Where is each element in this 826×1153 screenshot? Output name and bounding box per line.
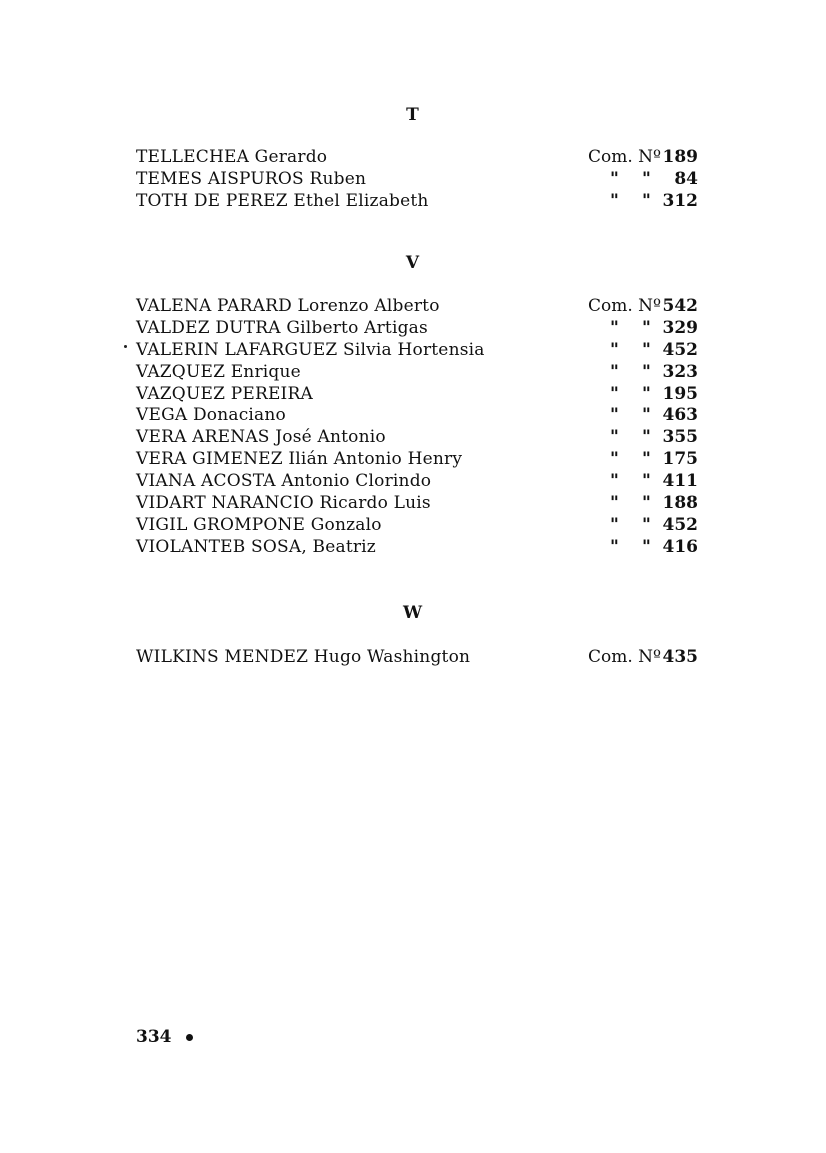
ditto-mark: "	[610, 471, 619, 492]
section-letter-v: V	[405, 253, 421, 273]
ditto-mark: "	[610, 361, 619, 382]
entry-reference	[588, 647, 698, 669]
entry-reference	[588, 147, 698, 169]
ditto-mark: "	[642, 190, 651, 211]
entry-reference	[588, 362, 698, 384]
list-item	[136, 296, 698, 318]
entry-name: VERA ARENAS José Antonio	[136, 427, 386, 448]
list-item	[136, 515, 698, 537]
entry-number: 411	[662, 471, 698, 492]
entry-name: VALENA PARARD Lorenzo Alberto	[136, 296, 440, 316]
entry-number: 542	[662, 296, 698, 316]
ditto-mark: "	[642, 493, 651, 514]
entry-name: WILKINS MENDEZ Hugo Washington	[136, 647, 471, 667]
ditto-mark: "	[610, 383, 619, 404]
entry-number: 452	[662, 339, 698, 360]
print-speck	[124, 345, 127, 348]
list-item	[136, 647, 698, 669]
ditto-mark: "	[610, 493, 619, 514]
list-item	[136, 471, 698, 493]
entry-name: VAZQUEZ PEREIRA	[136, 383, 313, 404]
ditto-mark: "	[642, 449, 651, 470]
ditto-mark: "	[610, 168, 619, 189]
list-item	[136, 493, 698, 515]
entry-reference	[588, 493, 698, 515]
ditto-mark: "	[610, 317, 619, 338]
entry-name: VALERIN LAFARGUEZ Silvia Hortensia	[136, 339, 485, 360]
page-number: 334	[136, 1027, 172, 1047]
entry-reference	[588, 471, 698, 493]
list-item	[136, 427, 698, 449]
ditto-mark: "	[642, 383, 651, 404]
entry-name: VIGIL GROMPONE Gonzalo	[136, 514, 382, 535]
entry-number: 323	[662, 361, 698, 382]
list-item	[136, 340, 698, 362]
list-item	[136, 191, 698, 213]
entry-number: 355	[662, 427, 698, 448]
entry-reference	[588, 537, 698, 559]
ditto-mark: "	[642, 514, 651, 535]
entry-number: 312	[662, 190, 698, 211]
ditto-mark: "	[642, 168, 651, 189]
ditto-mark: "	[610, 514, 619, 535]
entry-name: VAZQUEZ Enrique	[136, 361, 301, 382]
entry-com-label: Com. Nº	[588, 296, 662, 316]
list-item	[136, 362, 698, 384]
entry-name: VEGA Donaciano	[136, 405, 286, 426]
entry-com-label: Com. Nº	[588, 647, 662, 667]
ditto-mark: "	[610, 536, 619, 557]
entry-reference	[588, 427, 698, 449]
entry-name: VIANA ACOSTA Antonio Clorindo	[136, 471, 432, 492]
entry-reference	[588, 318, 698, 340]
ditto-mark: "	[642, 471, 651, 492]
ditto-mark: "	[642, 427, 651, 448]
section-t-entries	[136, 147, 698, 213]
entry-number: 452	[662, 514, 698, 535]
list-item	[136, 147, 698, 169]
entry-number: 175	[662, 449, 698, 470]
entry-name: TELLECHEA Gerardo	[136, 147, 328, 167]
list-item	[136, 384, 698, 406]
entry-reference	[588, 515, 698, 537]
entry-reference	[588, 340, 698, 362]
entry-number: 195	[662, 383, 698, 404]
list-item	[136, 318, 698, 340]
ditto-mark: "	[610, 339, 619, 360]
entry-number: 188	[662, 493, 698, 514]
entry-number: 416	[662, 536, 698, 557]
list-item	[136, 405, 698, 427]
section-w-entries	[136, 647, 698, 669]
entry-reference	[588, 405, 698, 427]
entry-com-label: Com. Nº	[588, 147, 662, 167]
entry-number: 189	[662, 147, 698, 167]
ditto-mark: "	[642, 339, 651, 360]
entry-reference	[588, 449, 698, 471]
ditto-mark: "	[610, 405, 619, 426]
page-footer	[136, 1027, 193, 1047]
ditto-mark: "	[642, 361, 651, 382]
entry-reference	[588, 169, 698, 191]
entry-number: 435	[662, 647, 698, 667]
ditto-mark: "	[642, 317, 651, 338]
list-item	[136, 537, 698, 559]
entry-number: 329	[662, 317, 698, 338]
entry-name: TEMES AISPUROS Ruben	[136, 168, 367, 189]
ditto-mark: "	[642, 536, 651, 557]
entry-reference	[588, 384, 698, 406]
list-item	[136, 449, 698, 471]
entry-number: 84	[674, 168, 698, 189]
list-item	[136, 169, 698, 191]
entry-name: VIDART NARANCIO Ricardo Luis	[136, 493, 431, 514]
ditto-mark: "	[610, 190, 619, 211]
entry-name: VALDEZ DUTRA Gilberto Artigas	[136, 317, 428, 338]
entry-name: TOTH DE PEREZ Ethel Elizabeth	[136, 190, 429, 211]
ditto-mark: "	[610, 427, 619, 448]
entry-number: 463	[662, 405, 698, 426]
ditto-mark: "	[610, 449, 619, 470]
ditto-mark: "	[642, 405, 651, 426]
section-letter-t: T	[406, 105, 420, 125]
section-letter-w: W	[402, 603, 424, 623]
entry-name: VIOLANTEB SOSA, Beatriz	[136, 536, 376, 557]
bullet-dot-icon	[186, 1034, 193, 1041]
entry-reference	[588, 296, 698, 318]
section-v-entries	[136, 296, 698, 559]
entry-name: VERA GIMENEZ Ilián Antonio Henry	[136, 449, 463, 470]
entry-reference	[588, 191, 698, 213]
